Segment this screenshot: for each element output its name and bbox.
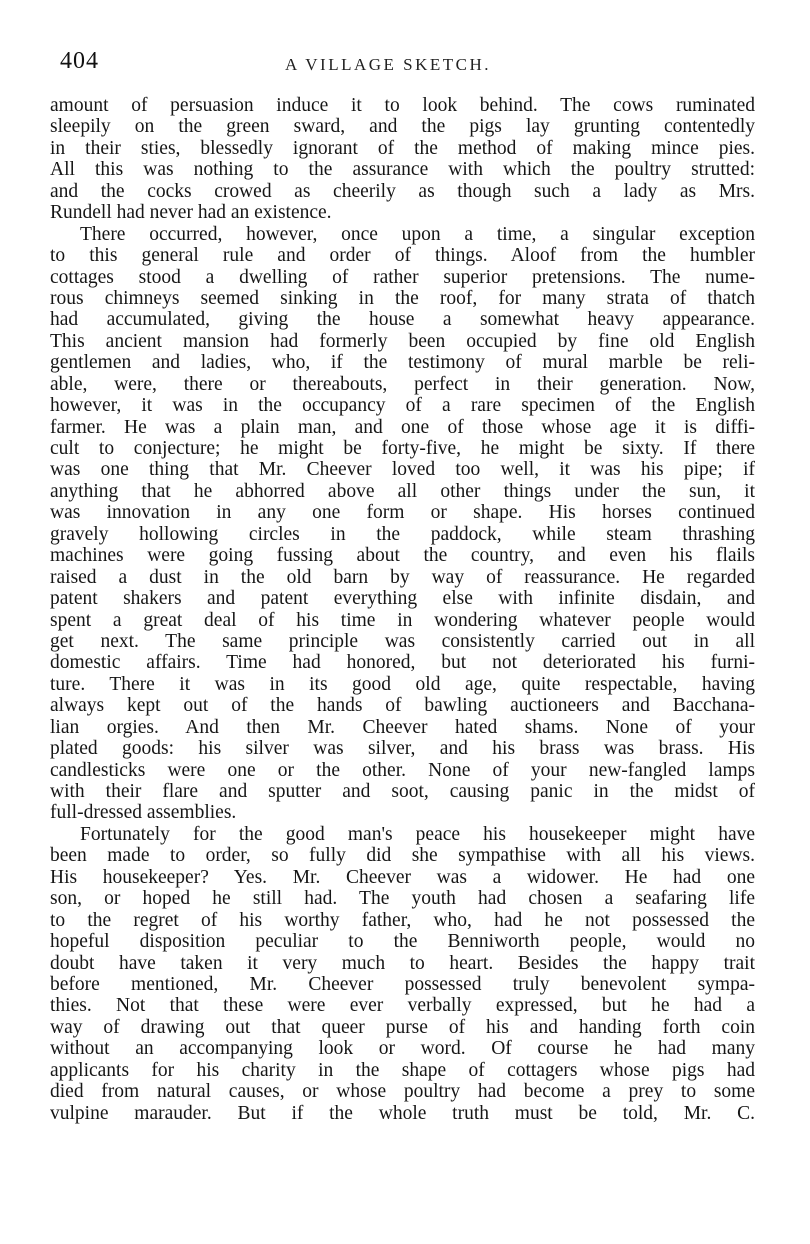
text-line: cottages stood a dwelling of rather superior pretensions. The nume- <box>50 266 755 288</box>
text-line: This ancient mansion had formerly been occupied by fine old English <box>50 330 755 352</box>
text-line: cult to conjecture; he might be forty-five, he might be sixty. If there <box>50 438 755 459</box>
text-line: thies. Not that these were ever verbally expressed, but he had a <box>50 995 755 1017</box>
text-line: ture. There it was in its good old age, quite respectable, having <box>50 673 755 695</box>
text-line: raised a dust in the old barn by way of reassurance. He regarded <box>50 566 755 588</box>
text-line: rous chimneys seemed sinking in the roof, for many strata of thatch <box>50 287 755 309</box>
text-line: gentlemen and ladies, who, if the testimony of mural marble be reli- <box>50 352 755 374</box>
text-line: was one thing that Mr. Cheever loved too well, it was his pipe; if <box>50 459 755 481</box>
text-line: machines were going fussing about the country, and even his flails <box>50 545 755 567</box>
text-line: hopeful disposition peculiar to the Benniworth people, would no <box>50 931 755 953</box>
text-line: to this general rule and order of things. Aloof from the humbler <box>50 245 755 267</box>
text-line: before mentioned, Mr. Cheever possessed truly benevolent sympa- <box>50 973 755 995</box>
text-line: lian orgies. And then Mr. Cheever hated shams. None of your <box>50 716 755 738</box>
text-line: and the cocks crowed as cheerily as though such a lady as Mrs. <box>50 180 755 202</box>
text-line: doubt have taken it very much to heart. Besides the happy trait <box>50 952 755 974</box>
text-line: spent a great deal of his time in wondering whatever people would <box>50 609 755 631</box>
text-line: to the regret of his worthy father, who, had he not possessed the <box>50 909 755 931</box>
text-line: farmer. He was a plain man, and one of those whose age it is diffi- <box>50 416 755 438</box>
text-line: way of drawing out that queer purse of his and handing forth coin <box>50 1016 755 1038</box>
page-number: 404 <box>60 48 99 74</box>
text-line: domestic affairs. Time had honored, but not deteriorated his furni- <box>50 652 755 674</box>
text-line: son, or hoped he still had. The youth had chosen a seafaring life <box>50 888 755 910</box>
text-line: full-dressed assemblies. <box>50 802 237 824</box>
text-line: candlesticks were one or the other. None of your new-fangled lamps <box>50 759 755 781</box>
text-line: had accumulated, giving the house a somewhat heavy appearance. <box>50 309 755 331</box>
text-line: died from natural causes, or whose poultry had become a prey to some <box>50 1081 755 1103</box>
text-line: anything that he abhorred above all other things under the sun, it <box>50 480 755 502</box>
text-line: amount of persuasion induce it to look behind. The cows ruminated <box>50 95 755 116</box>
text-line: vulpine marauder. But if the whole truth must be told, Mr. C. <box>50 1102 755 1124</box>
text-line: in their sties, blessedly ignorant of the method of making mince pies. <box>50 137 755 159</box>
text-line: was innovation in any one form or shape. His horses continued <box>50 502 755 524</box>
text-line: applicants for his charity in the shape of cottagers whose pigs had <box>50 1059 755 1081</box>
text-line: able, were, there or thereabouts, perfect in their generation. Now, <box>50 373 755 395</box>
running-head: A VILLAGE SKETCH. <box>285 55 492 74</box>
text-line: Rundell had never had an existence. <box>50 202 332 224</box>
text-line: with their flare and sputter and soot, causing panic in the midst of <box>50 781 755 802</box>
paragraph-start: There occurred, however, once upon a time, a singular exception <box>80 223 755 245</box>
text-line: All this was nothing to the assurance with which the poultry strutted: <box>50 159 755 181</box>
text-line: patent shakers and patent everything else with infinite disdain, and <box>50 588 755 610</box>
text-line: always kept out of the hands of bawling auctioneers and Bacchana- <box>50 695 755 717</box>
text-line: plated goods: his silver was silver, and his brass was brass. His <box>50 738 755 760</box>
body-text <box>50 95 755 1124</box>
text-line: sleepily on the green sward, and the pigs lay grunting contentedly <box>50 116 755 138</box>
text-line: His housekeeper? Yes. Mr. Cheever was a widower. He had one <box>50 866 755 888</box>
text-line: without an accompanying look or word. Of course he had many <box>50 1038 755 1060</box>
text-line: been made to order, so fully did she sympathise with all his views. <box>50 845 755 867</box>
page-header <box>60 48 750 78</box>
text-line: get next. The same principle was consistently carried out in all <box>50 630 755 652</box>
text-line: however, it was in the occupancy of a rare specimen of the English <box>50 395 755 417</box>
paragraph-start: Fortunately for the good man's peace his housekeeper might have <box>80 823 755 845</box>
text-line: gravely hollowing circles in the paddock, while steam thrashing <box>50 523 755 545</box>
